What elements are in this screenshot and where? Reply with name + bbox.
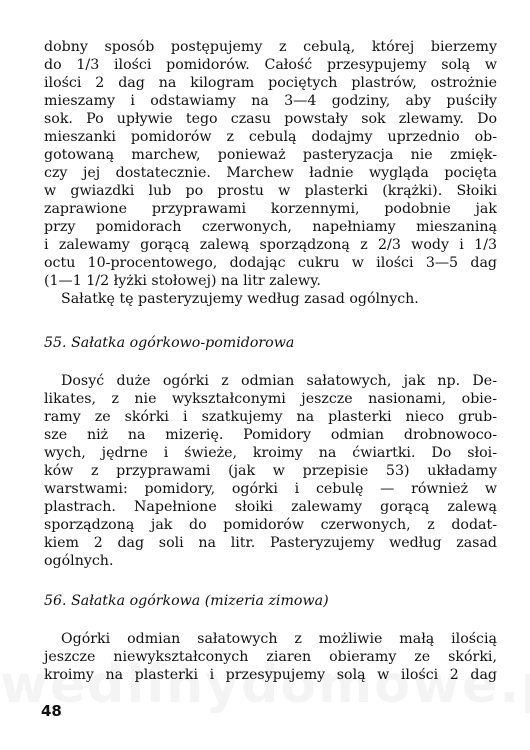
text-line: ilości 2 dag na kilogram pociętych plastrów, ostrożnie (44, 75, 497, 91)
recipe-heading-55: 55. Sałatka ogórkowo-pomidorowa (44, 335, 295, 351)
text-line: sze niż na mizerię. Pomidory odmian drobnowoco- (44, 427, 497, 443)
text-line: (1—1 1/2 łyżki stołowej) na litr zalewy. (44, 273, 321, 289)
text-line: mieszanki pomidorów z cebulą dodajmy uprzednio ob- (44, 129, 497, 145)
text-line: kroimy na plasterki i przesypujemy solą w ilości 2 dag (44, 667, 497, 683)
text-line: Dosyć duże ogórki z odmian sałatowych, jak np. De- (61, 373, 497, 389)
text-line: Sałatkę tę pasteryzujemy według zasad ogólnych. (61, 291, 419, 307)
text-line: wych, jędrne i świeże, kroimy na ćwiartki. Do słoi- (44, 445, 497, 461)
text-line: ramy ze skórki i szatkujemy na plasterki nieco grub- (44, 409, 497, 425)
text-line: likates, z nie wykształconymi jeszcze nasionami, obie- (44, 391, 497, 407)
text-line: kiem 2 dag soli na litr. Pasteryzujemy według zasad (44, 535, 497, 551)
text-line: octu 10-procentowego, dodając cukru w ilości 3—5 dag (44, 255, 497, 271)
text-line: jeszcze niewykształconych ziaren obieramy ze skórki, (44, 649, 497, 665)
text-line: plastrach. Napełnione słoiki zalewamy gorącą zalewą (44, 499, 497, 515)
text-line: sok. Po upływie tego czasu powstały sok zlewamy. Do (44, 111, 497, 127)
text-line: przy pomidorach czerwonych, napełniamy mieszaniną (44, 219, 497, 235)
recipe-heading-56: 56. Sałatka ogórkowa (mizeria zimowa) (44, 593, 329, 609)
page-number: 48 (41, 702, 62, 720)
text-line: sporządzoną jak do pomidorów czerwonych, z dodat- (44, 517, 497, 533)
text-line: ogólnych. (44, 553, 114, 569)
text-line: w gwiazdki lub po prostu w plasterki (krążki). Słoiki (44, 183, 497, 199)
text-line: ków z przyprawami (jak w przepisie 53) układamy (44, 463, 497, 479)
text-line: gotowaną marchew, ponieważ pasteryzacja nie zmięk- (44, 147, 497, 163)
text-line: czy jej dostatecznie. Marchew ładnie wygląda pocięta (44, 165, 497, 181)
watermark (0, 655, 530, 715)
text-line: warstwami: pomidory, ogórki i cebulę — również w (44, 481, 497, 497)
text-line: dobny sposób postępujemy z cebulą, której bierzemy (44, 39, 497, 55)
text-line: i zalewamy gorącą zalewą sporządzoną z 2/3 wody i 1/3 (44, 237, 497, 253)
text-line: Ogórki odmian sałatowych z możliwie małą ilością (61, 631, 497, 647)
text-line: do 1/3 ilości pomidorów. Całość przesypujemy solą w (44, 57, 497, 73)
text-line: mieszamy i odstawiamy na 3—4 godziny, aby puściły (44, 93, 497, 109)
text-line: zaprawione przyprawami korzennymi, podobnie jak (44, 201, 497, 217)
